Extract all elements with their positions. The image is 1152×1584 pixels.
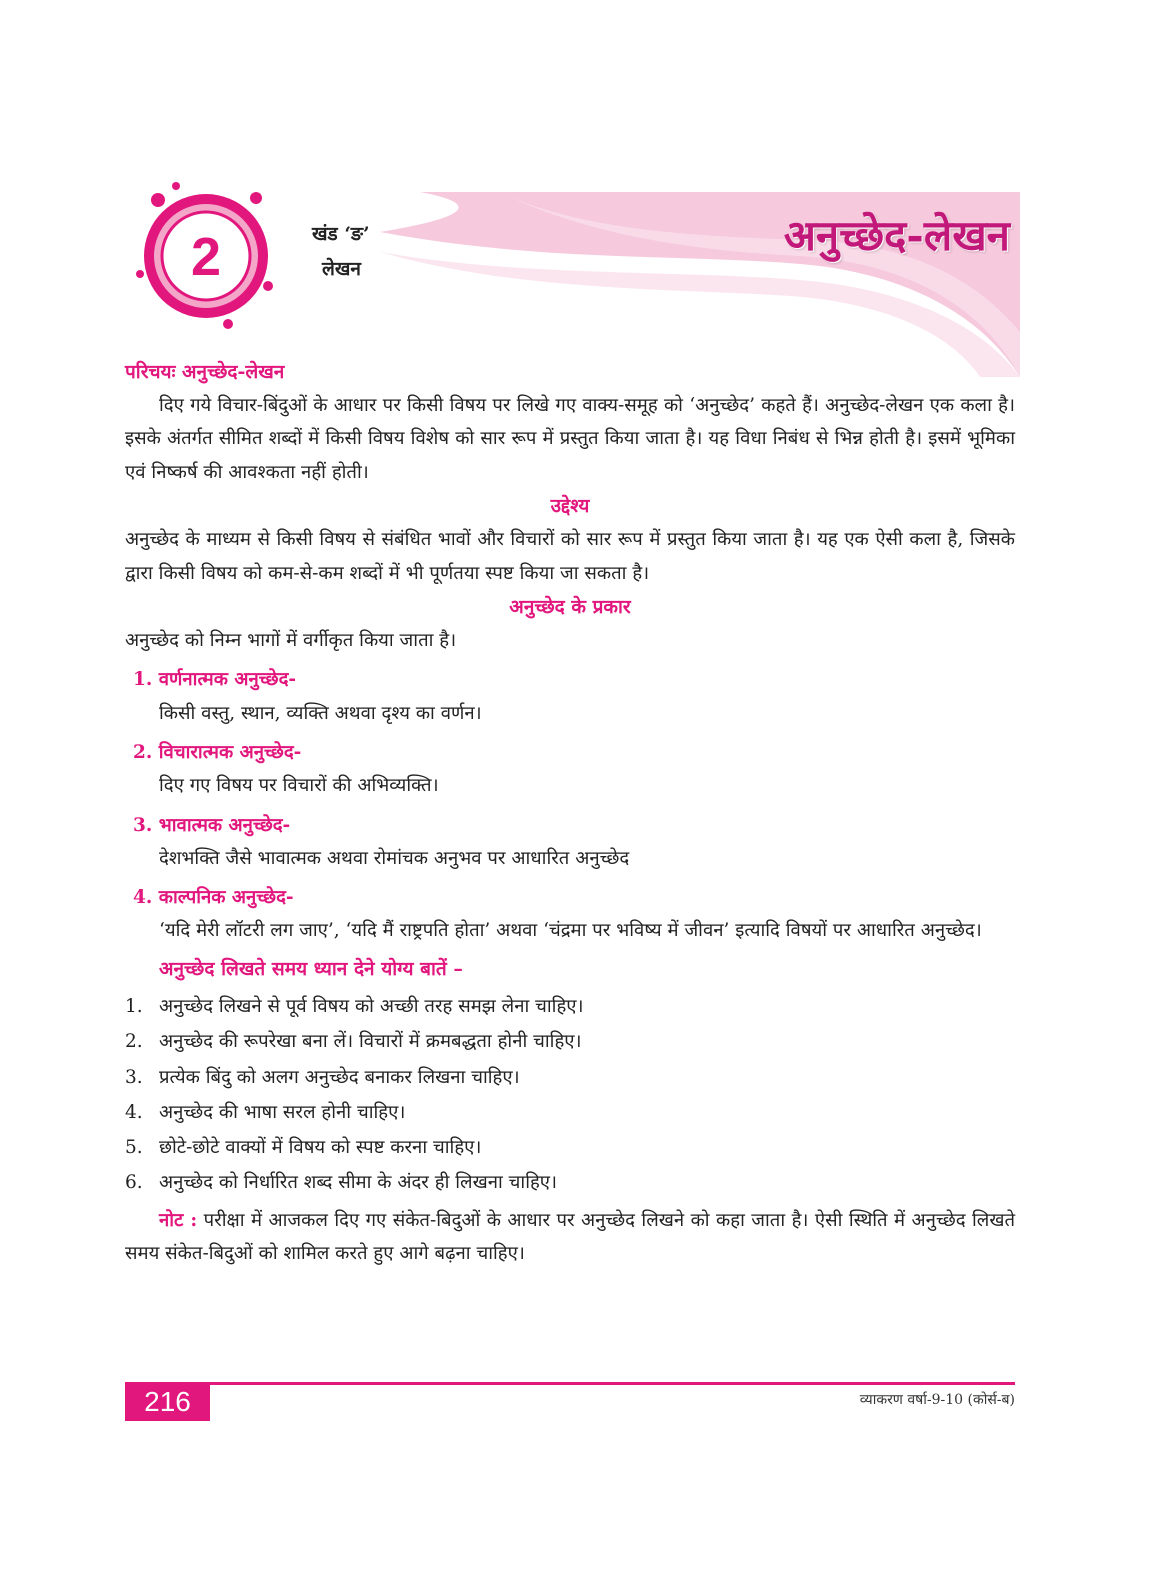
item-number: 1. — [125, 995, 143, 1017]
unit-sub-label: लेखन — [322, 258, 361, 280]
type-description: ‘यदि मेरी लॉटरी लग जाए’, ‘यदि मैं राष्ट्रपति होता’ अथवा ‘चंद्रमा पर भविष्य में जीवन’ इत्यादि विषयों पर आधारित अनुच्छेद। — [159, 920, 982, 942]
types-intro: अनुच्छेद को निम्न भागों में वर्गीकृत किया जाता है। — [125, 630, 457, 652]
footer-rule — [125, 1382, 1015, 1385]
type-title: 4. काल्पनिक अनुच्छेद- — [133, 887, 294, 909]
list-item — [125, 1025, 1015, 1058]
item-text: अनुच्छेद की रूपरेखा बना लें। विचारों में क्रमबद्धता होनी चाहिए। — [159, 1031, 582, 1053]
unit-label: खंड ‘ङ’ — [312, 223, 370, 245]
chapter-number: 2 — [190, 227, 222, 287]
types-heading: अनुच्छेद के प्रकार — [509, 595, 631, 618]
item-text: प्रत्येक बिंदु को अलग अनुच्छेद बनाकर लिखना चाहिए। — [159, 1066, 520, 1088]
type-description: देशभक्ति जैसे भावात्मक अथवा रोमांचक अनुभव पर आधारित अनुच्छेद — [159, 847, 630, 869]
list-item — [125, 1096, 1015, 1129]
type-title: 3. भावात्मक अनुच्छेद- — [133, 814, 291, 836]
note-text: परीक्षा में आजकल दिए गए संकेत-बिदुओं के आधार पर अनुच्छेद लिखने को कहा जाता है। ऐसी स्थिति में अनुच्छेद लिखते समय संकेत-बिदुओं को शामिल करते हुए आगे बढ़ना चाहिए। — [125, 1209, 1015, 1264]
list-item — [125, 1061, 1015, 1094]
list-item — [125, 1131, 1015, 1164]
note-paragraph — [125, 1204, 1015, 1271]
item-text: छोटे-छोटे वाक्यों में विषय को स्पष्ट करना चाहिए। — [159, 1137, 482, 1159]
tips-heading: अनुच्छेद लिखते समय ध्यान देने योग्य बातें – — [159, 957, 463, 980]
tips-list — [125, 990, 1015, 1200]
type-description: किसी वस्तु, स्थान, व्यक्ति अथवा दृश्य का वर्णन। — [159, 702, 482, 724]
item-number: 6. — [125, 1172, 143, 1194]
chapter-title: अनुच्छेद-लेखन — [783, 211, 1010, 260]
page-number: 216 — [125, 1383, 210, 1421]
list-item — [125, 990, 1015, 1023]
book-title: व्याकरण वर्षा-9-10 (कोर्स-ब) — [859, 1392, 1015, 1408]
type-title: 1. वर्णनात्मक अनुच्छेद- — [133, 669, 297, 691]
main-content — [125, 355, 1015, 1270]
item-number: 4. — [125, 1101, 143, 1123]
item-text: अनुच्छेद की भाषा सरल होनी चाहिए। — [159, 1101, 406, 1123]
intro-paragraph: दिए गये विचार-बिंदुओं के आधार पर किसी विषय पर लिखे गए वाक्य-समूह को ‘अनुच्छेद’ कहते हैं। अनुच्छेद-लेखन एक कला है। इसके अंतर्गत सीमित शब्दों में किसी विषय विशेष को सार रूप में प्रस्तुत किया जाता है। यह विधा निबंध से भिन्न होती है। इसमें भूमिका एवं निष्कर्ष की आवश्कता नहीं होती। — [125, 395, 1015, 483]
item-number: 5. — [125, 1137, 143, 1159]
item-text: अनुच्छेद को निर्धारित शब्द सीमा के अंदर ही लिखना चाहिए। — [159, 1172, 558, 1194]
item-number: 3. — [125, 1066, 143, 1088]
purpose-paragraph: अनुच्छेद के माध्यम से किसी विषय से संबंधित भावों और विचारों को सार रूप में प्रस्तुत किया जाता है। यह एक ऐसी कला है, जिसके द्वारा किसी विषय को कम-से-कम शब्दों में भी पूर्णतया स्पष्ट किया जा सकता है। — [125, 529, 1015, 584]
type-description: दिए गए विषय पर विचारों की अभिव्यक्ति। — [159, 775, 439, 797]
note-label: नोट : — [159, 1209, 198, 1231]
item-number: 2. — [125, 1031, 143, 1053]
type-title: 2. विचारात्मक अनुच्छेद- — [133, 741, 302, 763]
item-text: अनुच्छेद लिखने से पूर्व विषय को अच्छी तरह समझ लेना चाहिए। — [159, 995, 584, 1017]
purpose-heading: उद्देश्य — [550, 495, 590, 518]
list-item — [125, 1166, 1015, 1199]
intro-heading: परिचयः अनुच्छेद-लेखन — [125, 361, 285, 383]
